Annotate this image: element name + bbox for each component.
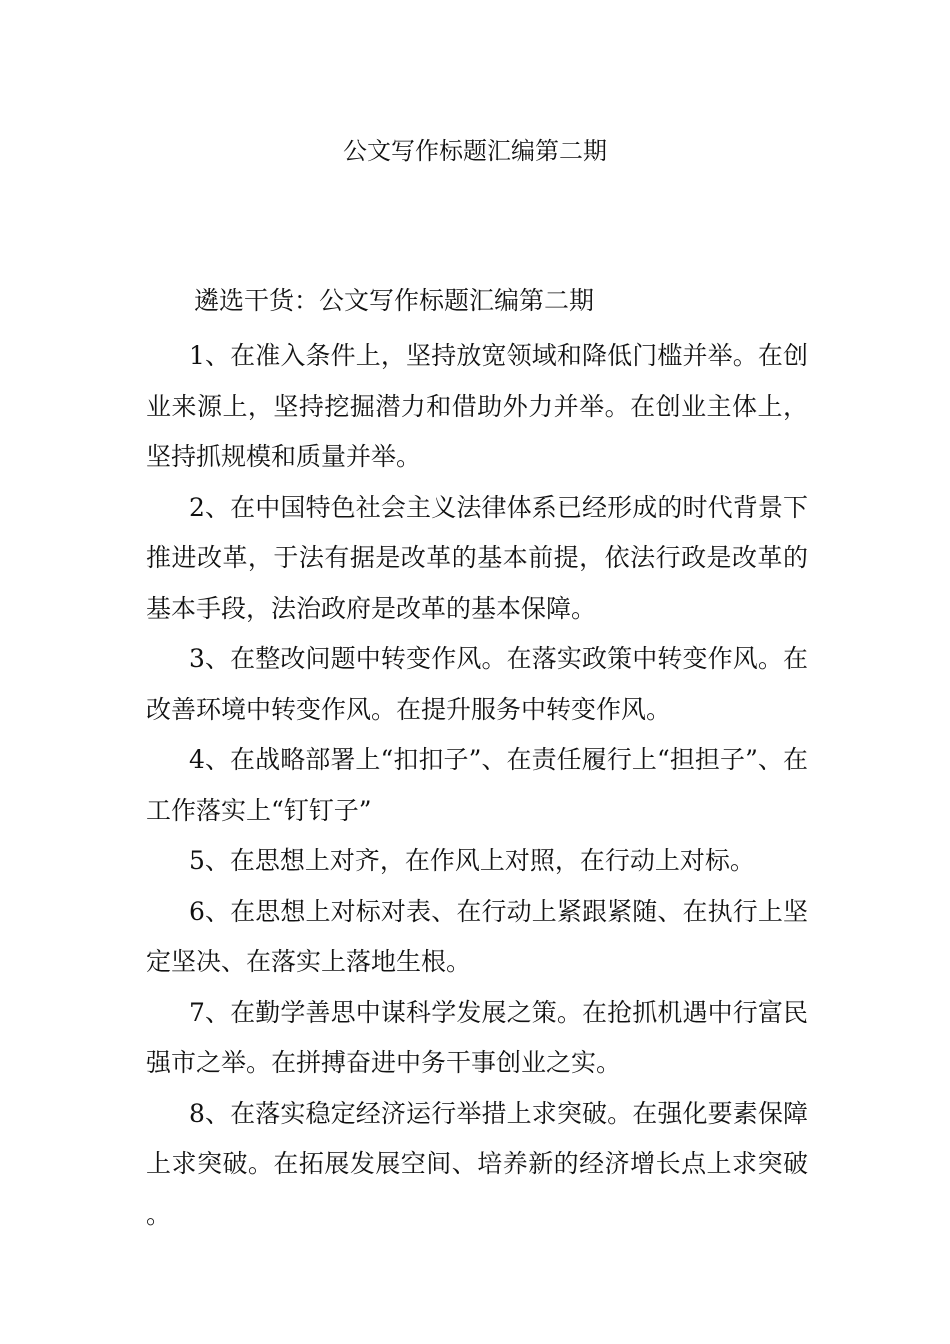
paragraph-7: 7、在勤学善思中谋科学发展之策。在抢抓机遇中行富民强市之举。在拼搏奋进中务干事创业之实。 (146, 997, 808, 1077)
document-body (146, 331, 808, 1240)
paragraph-1: 1、在准入条件上，坚持放宽领域和降低门槛并举。在创业来源上，坚持挖掘潜力和借助外力并举。在创业主体上，坚持抓规模和质量并举。 (146, 341, 808, 471)
paragraph-3: 3、在整改问题中转变作风。在落实政策中转变作风。在改善环境中转变作风。在提升服务中转变作风。 (146, 644, 808, 724)
paragraph-2: 2、在中国特色社会主义法律体系已经形成的时代背景下推进改革，于法有据是改革的基本前提，依法行政是改革的基本手段，法治政府是改革的基本保障。 (146, 492, 808, 623)
paragraph-8: 8、在落实稳定经济运行举措上求突破。在强化要素保障上求突破。在拓展发展空间、培养新的经济增长点上求突破。 (146, 1098, 808, 1229)
document-subtitle: 遴选干货：公文写作标题汇编第二期 (194, 286, 595, 315)
paragraph-5: 5、在思想上对齐，在作风上对照，在行动上对标。 (189, 846, 755, 875)
paragraph-6: 6、在思想上对标对表、在行动上紧跟紧随、在执行上坚定坚决、在落实上落地生根。 (146, 896, 808, 976)
document-title: 公文写作标题汇编第二期 (343, 137, 607, 165)
paragraph-4: 4、在战略部署上“扣扣子”、在责任履行上“担担子”、在工作落实上“钉钉子” (146, 745, 808, 825)
